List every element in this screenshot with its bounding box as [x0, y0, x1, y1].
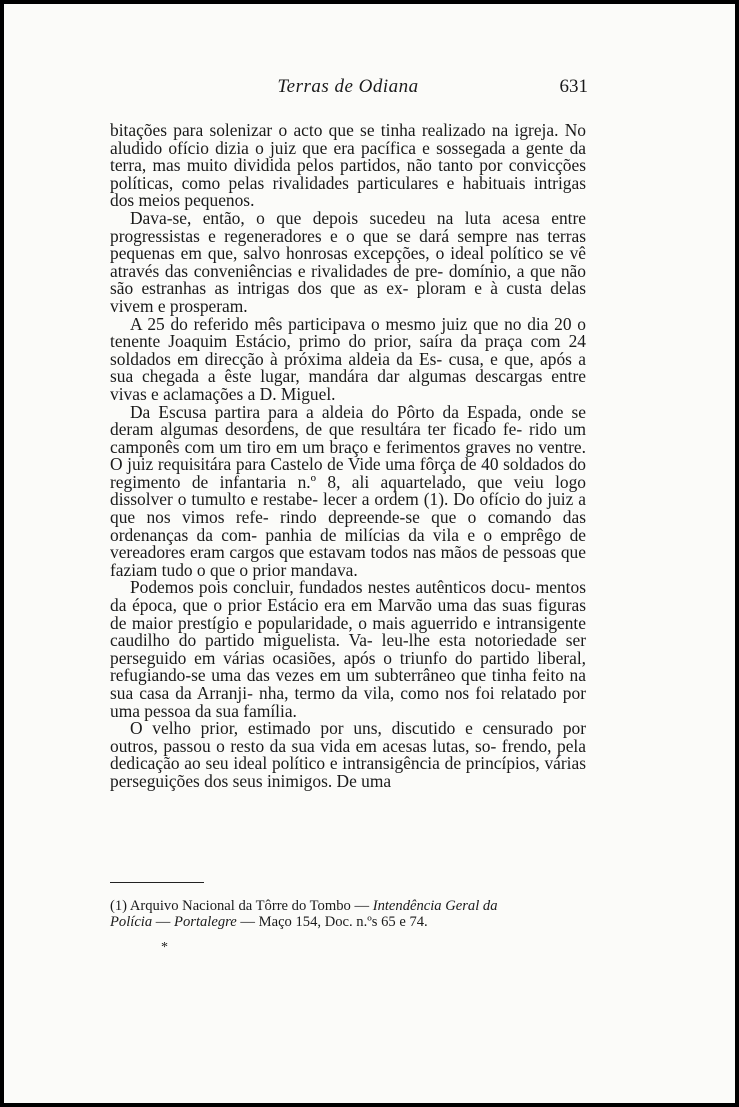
text-line: rindo depreende-se que o comando das ordenanças da com- [110, 507, 586, 545]
footnote-italic-3: Portalegre [174, 914, 237, 930]
footnote-italic-1: Intendência Geral da [372, 898, 498, 914]
text-line: lecer a ordem (1). Do ofício do juiz a que nos vimos refe- [110, 489, 586, 528]
text-line: leu-lhe esta notoriedade ser perseguido em várias ocasiões, [110, 630, 587, 668]
text-line: algumas descargas entre vivas e aclamações a D. Miguel. [110, 366, 586, 404]
footnote-italic-2: Polícia [110, 914, 153, 930]
text-line: cusa, e que, após a sua chegada a êste lugar, mandára dar [110, 348, 586, 387]
text-line: cargos que estavam todos nas mãos de pessoas que faziam [110, 542, 586, 580]
text-line: terras pequenas em que, salvo honrosas excepções, o ideal [110, 225, 586, 264]
footnote-rest: — Maço 154, Doc. n.ºs 65 e 74. [236, 914, 428, 930]
text-line: das suas figuras de maior prestígio e popularidade, o mais [110, 595, 586, 633]
running-title: Terras de Odiana [277, 76, 419, 97]
text-line: Podemos pois concluir, fundados nestes autênticos docu- [130, 577, 531, 598]
text-line: tudo o que o prior mandava. [161, 559, 358, 580]
text-line: O velho prior, estimado por uns, discutido e censurado [130, 718, 554, 739]
paragraph [110, 313, 586, 404]
text-line: praça com 24 soldados em direcção à próxima aldeia da Es- [110, 331, 586, 369]
text-line: graves no ventre. O juiz requisitára para Castelo de Vide [110, 436, 586, 475]
text-line: A 25 do referido mês participava o mesmo juiz que no [130, 313, 522, 334]
body-text [110, 122, 586, 791]
text-line: por convicções políticas, como pelas rivalidades particulares [110, 155, 586, 193]
text-line: em um subterrâneo que tinha feito na sua casa da Arranji- [110, 665, 586, 703]
paragraph [110, 579, 586, 720]
asterisk-mark: * [161, 940, 168, 955]
text-line: rido um camponês com um tiro em um braço e ferimentos [110, 419, 586, 457]
text-line: progressistas e regeneradores e o que se dará sempre nas [110, 225, 540, 246]
text-line: bitações para solenizar o acto que se tinha realizado na igreja. [110, 120, 559, 140]
text-line: Da Escusa partira para a aldeia do Pôrto da Espada, onde [130, 401, 564, 422]
text-line: nha, termo da vila, como nos foi relatado por uma pessoa [110, 683, 586, 721]
footnote [110, 898, 586, 930]
page-header [108, 76, 588, 102]
footnote-rule [110, 882, 204, 883]
text-line: Dava-se, então, o que depois sucedeu na luta acesa entre [130, 207, 586, 228]
text-line: de princípios, várias perseguições dos seus inimigos. De uma [110, 753, 586, 791]
footnote-prefix: (1) Arquivo Nacional da Tôrre do Tombo — [110, 898, 373, 914]
text-line: por outros, passou o resto da sua vida em acesas lutas, so- [110, 718, 586, 756]
text-line: frendo, pela dedicação ao seu ideal político e intransigência [110, 735, 586, 774]
footnote-sep: — [152, 914, 175, 930]
page-number: 631 [559, 76, 588, 97]
text-line: da sua família. [195, 700, 297, 721]
text-line: se deram algumas desordens, de que resultára ter ficado fe- [110, 401, 586, 440]
text-line: mentos da época, que o prior Estácio era em Marvão uma [110, 577, 586, 616]
paragraph [110, 401, 586, 580]
paragraph [110, 207, 586, 316]
text-line: gente da terra, mas muito dividida pelos partidos, não tanto [110, 137, 586, 176]
text-line: político se vê através das conveniências e rivalidades de pre- [110, 243, 586, 281]
text-line: No aludido ofício dizia o juiz que era pacífica e sossegada a [110, 120, 586, 158]
text-line: aguerrido e intransigente caudilho do partido miguelista. Va- [110, 612, 586, 651]
paragraph [110, 720, 586, 790]
text-line: uma fôrça de 40 soldados do regimento de infantaria n.º 8, [110, 454, 586, 492]
text-line: panhia de milícias da vila e o emprêgo de vereadores eram [110, 524, 586, 563]
paragraph [110, 122, 586, 210]
text-line: ali aquartelado, que veiu logo dissolver o tumulto e restabe- [110, 471, 586, 510]
text-line: e habituais intrigas dos meios pequenos. [110, 172, 586, 211]
text-line: após o triunfo do partido liberal, refugiando-se uma das vezes [110, 647, 586, 686]
text-line: dia 20 o tenente Joaquim Estácio, primo do prior, saíra da [110, 313, 586, 352]
text-line: ploram e à custa delas vivem e prosperam. [110, 278, 586, 316]
text-line: domínio, a que não são estranhas as intrigas dos que as ex- [110, 260, 586, 299]
